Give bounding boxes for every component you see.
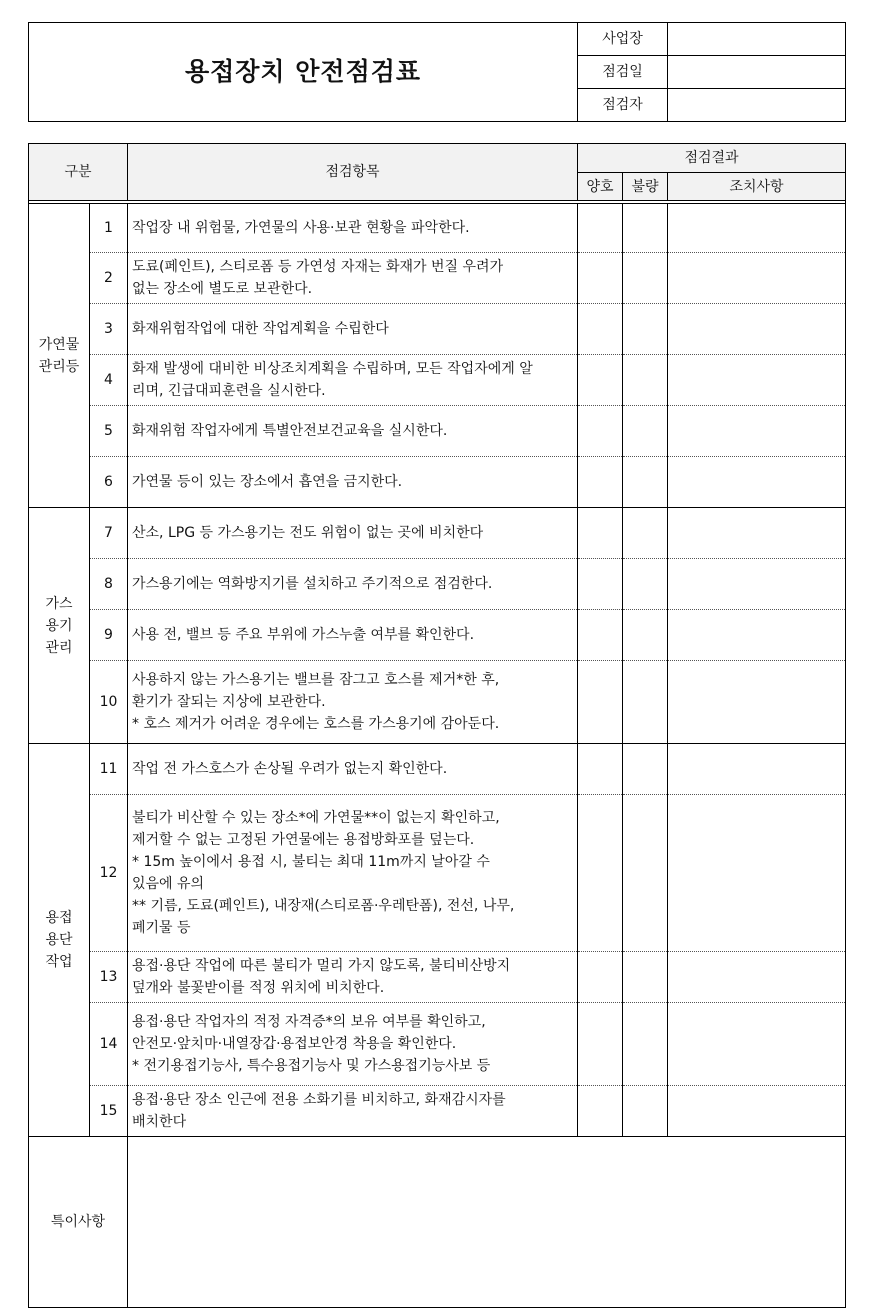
bad-check-cell[interactable]: [623, 457, 668, 508]
good-check-cell[interactable]: [578, 744, 623, 795]
item-text: 사용하지 않는 가스용기는 밸브를 잠그고 호스를 제거*한 후, 환기가 잘되는 지상에 보관한다. * 호스 제거가 어려운 경우에는 호스를 가스용기에 감아둔다.: [128, 661, 578, 744]
item-number: 11: [90, 744, 128, 795]
bad-check-cell[interactable]: [623, 508, 668, 559]
inspection-date-label: 점검일: [578, 56, 668, 89]
table-row: [29, 304, 846, 355]
item-text: 가연물 등이 있는 장소에서 흡연을 금지한다.: [128, 457, 578, 508]
item-text: 용접·용단 장소 인근에 전용 소화기를 비치하고, 화재감시자를 배치한다: [128, 1086, 578, 1137]
bad-check-cell[interactable]: [623, 304, 668, 355]
table-row: [29, 795, 846, 952]
item-number: 10: [90, 661, 128, 744]
table-row: [29, 253, 846, 304]
item-text: 용접·용단 작업자의 적정 자격증*의 보유 여부를 확인하고, 안전모·앞치마·내열장갑·용접보안경 착용을 확인한다. * 전기용접기능사, 특수용접기능사 및 가스용접기능사보 등: [128, 1003, 578, 1086]
category-cell: 용접 용단 작업: [29, 744, 90, 1137]
good-header: 양호: [578, 173, 623, 201]
bad-check-cell[interactable]: [623, 204, 668, 253]
good-check-cell[interactable]: [578, 355, 623, 406]
item-text: 산소, LPG 등 가스용기는 전도 위험이 없는 곳에 비치한다: [128, 508, 578, 559]
item-number: 2: [90, 253, 128, 304]
table-row: [29, 610, 846, 661]
bad-check-cell[interactable]: [623, 952, 668, 1003]
item-number: 1: [90, 204, 128, 253]
item-text: 불티가 비산할 수 있는 장소*에 가연물**이 없는지 확인하고, 제거할 수 없는 고정된 가연물에는 용접방화포를 덮는다. * 15m 높이에서 용접 시, 불티는 최대 11m까지 날아갈 수 있음에 유의 ** 기름, 도료(페인트), 내장재(스티로폼·우레탄폼), 전선, 나무, 폐기물 등: [128, 795, 578, 952]
action-cell[interactable]: [668, 744, 846, 795]
good-check-cell[interactable]: [578, 304, 623, 355]
item-header: 점검항목: [128, 144, 578, 201]
header-table: [28, 22, 846, 122]
bad-check-cell[interactable]: [623, 795, 668, 952]
action-cell[interactable]: [668, 457, 846, 508]
item-number: 6: [90, 457, 128, 508]
remarks-field[interactable]: [128, 1137, 846, 1308]
action-cell[interactable]: [668, 406, 846, 457]
item-text: 화재 발생에 대비한 비상조치계획을 수립하며, 모든 작업자에게 알 리며, 긴급대피훈련을 실시한다.: [128, 355, 578, 406]
action-cell[interactable]: [668, 508, 846, 559]
item-number: 13: [90, 952, 128, 1003]
bad-check-cell[interactable]: [623, 1086, 668, 1137]
good-check-cell[interactable]: [578, 1086, 623, 1137]
item-number: 9: [90, 610, 128, 661]
item-number: 8: [90, 559, 128, 610]
item-number: 15: [90, 1086, 128, 1137]
category-header: 구분: [29, 144, 128, 201]
bad-check-cell[interactable]: [623, 744, 668, 795]
checklist-table: [28, 143, 846, 1308]
category-cell: 가스 용기 관리: [29, 508, 90, 744]
table-row: [29, 559, 846, 610]
bad-check-cell[interactable]: [623, 406, 668, 457]
table-row: [29, 952, 846, 1003]
table-row: [29, 355, 846, 406]
item-number: 4: [90, 355, 128, 406]
good-check-cell[interactable]: [578, 559, 623, 610]
table-row: [29, 204, 846, 253]
item-number: 14: [90, 1003, 128, 1086]
table-row: [29, 406, 846, 457]
remarks-label: 특이사항: [29, 1137, 128, 1308]
action-cell[interactable]: [668, 661, 846, 744]
category-cell: 가연물 관리등: [29, 204, 90, 508]
action-cell[interactable]: [668, 559, 846, 610]
inspector-field[interactable]: [668, 89, 846, 122]
action-cell[interactable]: [668, 795, 846, 952]
item-number: 12: [90, 795, 128, 952]
item-text: 도료(페인트), 스티로폼 등 가연성 자재는 화재가 번질 우려가 없는 장소에 별도로 보관한다.: [128, 253, 578, 304]
bad-header: 불량: [623, 173, 668, 201]
good-check-cell[interactable]: [578, 204, 623, 253]
bad-check-cell[interactable]: [623, 253, 668, 304]
good-check-cell[interactable]: [578, 406, 623, 457]
bad-check-cell[interactable]: [623, 355, 668, 406]
item-text: 용접·용단 작업에 따른 불티가 멀리 가지 않도록, 불티비산방지 덮개와 불꽃받이를 적정 위치에 비치한다.: [128, 952, 578, 1003]
table-row: [29, 508, 846, 559]
good-check-cell[interactable]: [578, 457, 623, 508]
action-cell[interactable]: [668, 204, 846, 253]
bad-check-cell[interactable]: [623, 610, 668, 661]
action-header: 조치사항: [668, 173, 846, 201]
item-number: 7: [90, 508, 128, 559]
item-text: 사용 전, 밸브 등 주요 부위에 가스누출 여부를 확인한다.: [128, 610, 578, 661]
workplace-label: 사업장: [578, 23, 668, 56]
item-text: 가스용기에는 역화방지기를 설치하고 주기적으로 점검한다.: [128, 559, 578, 610]
item-text: 작업 전 가스호스가 손상될 우려가 없는지 확인한다.: [128, 744, 578, 795]
item-number: 5: [90, 406, 128, 457]
action-cell[interactable]: [668, 952, 846, 1003]
action-cell[interactable]: [668, 610, 846, 661]
good-check-cell[interactable]: [578, 508, 623, 559]
table-row: [29, 661, 846, 744]
inspector-label: 점검자: [578, 89, 668, 122]
action-cell[interactable]: [668, 1086, 846, 1137]
item-text: 화재위험 작업자에게 특별안전보건교육을 실시한다.: [128, 406, 578, 457]
item-text: 화재위험작업에 대한 작업계획을 수립한다: [128, 304, 578, 355]
good-check-cell[interactable]: [578, 1003, 623, 1086]
bad-check-cell[interactable]: [623, 661, 668, 744]
inspection-date-field[interactable]: [668, 56, 846, 89]
action-cell[interactable]: [668, 355, 846, 406]
item-number: 3: [90, 304, 128, 355]
result-header: 점검결과: [578, 144, 846, 173]
workplace-field[interactable]: [668, 23, 846, 56]
table-row: [29, 457, 846, 508]
good-check-cell[interactable]: [578, 661, 623, 744]
table-row: [29, 744, 846, 795]
good-check-cell[interactable]: [578, 952, 623, 1003]
page-title: 용접장치 안전점검표: [29, 23, 578, 122]
table-row: [29, 1003, 846, 1086]
good-check-cell[interactable]: [578, 610, 623, 661]
good-check-cell[interactable]: [578, 795, 623, 952]
action-cell[interactable]: [668, 1003, 846, 1086]
good-check-cell[interactable]: [578, 253, 623, 304]
action-cell[interactable]: [668, 253, 846, 304]
bad-check-cell[interactable]: [623, 1003, 668, 1086]
action-cell[interactable]: [668, 304, 846, 355]
bad-check-cell[interactable]: [623, 559, 668, 610]
table-row: [29, 1086, 846, 1137]
item-text: 작업장 내 위험물, 가연물의 사용·보관 현황을 파악한다.: [128, 204, 578, 253]
